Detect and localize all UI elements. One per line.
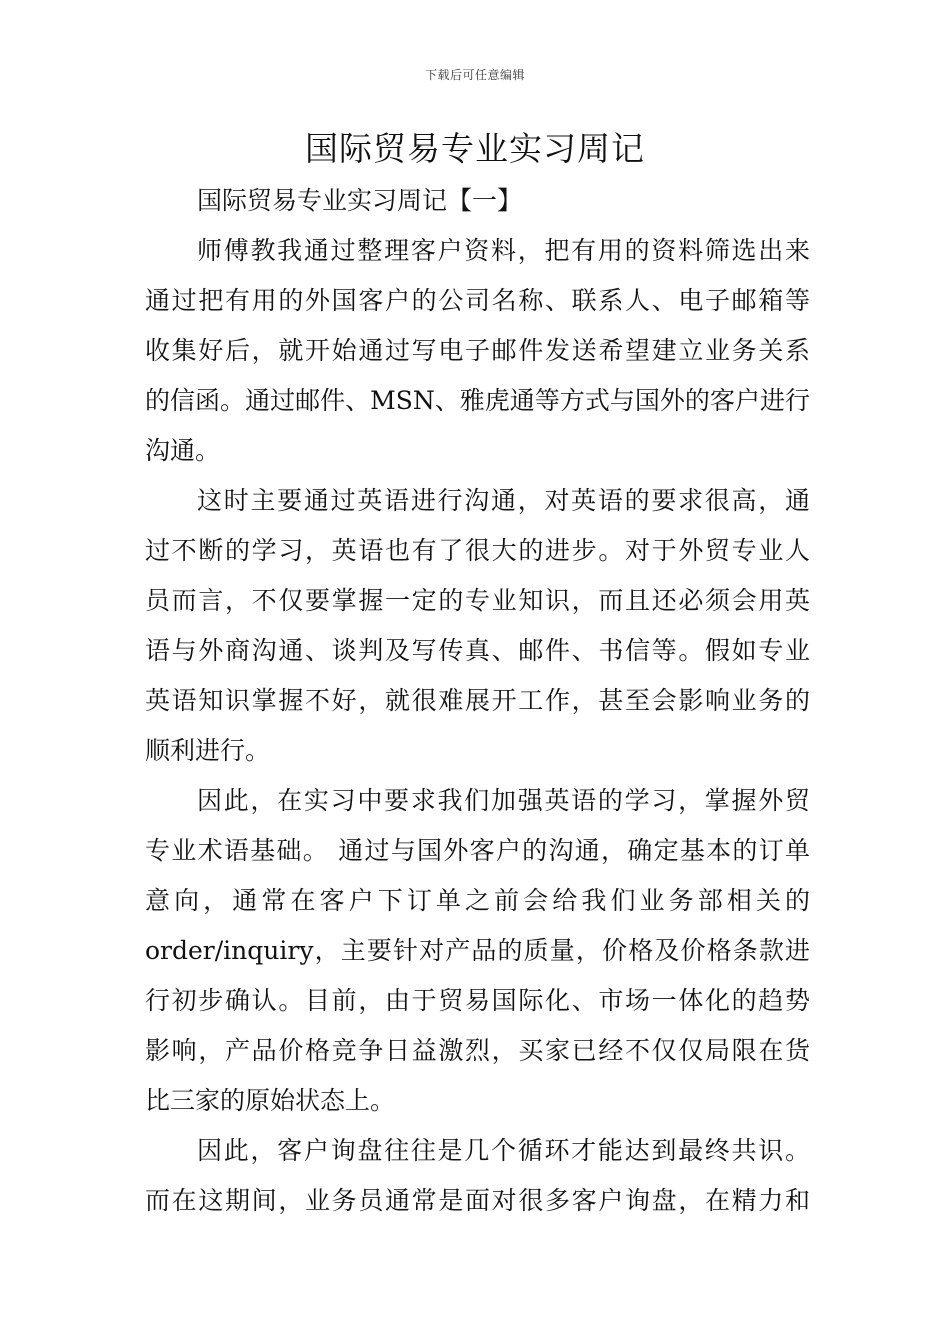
paragraph-4 xyxy=(145,1126,810,1226)
header-note: 下载后可任意编辑 xyxy=(424,68,525,82)
paragraph-line: 的信函。通过邮件、MSN、雅虎通等方式与国外的客户进行 xyxy=(145,386,810,415)
paragraph-line: 因此，在实习中要求我们加强英语的学习，掌握外贸 xyxy=(197,786,810,815)
paragraph-line: 收集好后，就开始通过写电子邮件发送希望建立业务关系 xyxy=(145,336,810,365)
paragraph-line: 比三家的原始状态上。 xyxy=(145,1086,396,1115)
paragraph-line: order/inquiry，主要针对产品的质量，价格及价格条款进 xyxy=(145,936,810,965)
paragraph-line: 顺利进行。 xyxy=(145,736,271,765)
paragraph-line: 通过把有用的外国客户的公司名称、联系人、电子邮箱等 xyxy=(145,286,810,315)
paragraph-3 xyxy=(145,776,810,1126)
paragraph-line: 沟通。 xyxy=(145,436,221,465)
paragraph-line: 语与外商沟通、谈判及写传真、邮件、书信等。假如专业 xyxy=(145,636,810,665)
paragraph-line: 这时主要通过英语进行沟通，对英语的要求很高，通 xyxy=(197,486,810,515)
paragraph-line: 专业术语基础。 通过与国外客户的沟通，确定基本的订单 xyxy=(145,836,810,865)
paragraph-2 xyxy=(145,476,810,776)
paragraph-line: 意向，通常在客户下订单之前会给我们业务部相关的 xyxy=(145,886,810,915)
document-title: 国际贸易专业实习周记 xyxy=(305,129,645,168)
paragraph-line: 因此，客户询盘往往是几个循环才能达到最终共识。 xyxy=(197,1136,810,1165)
paragraph-line: 影响，产品价格竞争日益激烈，买家已经不仅仅局限在货 xyxy=(145,1036,810,1065)
document-body xyxy=(145,176,810,1226)
paragraph-line: 师傅教我通过整理客户资料，把有用的资料筛选出来 xyxy=(197,236,810,265)
paragraph-line: 过不断的学习，英语也有了很大的进步。对于外贸专业人 xyxy=(145,536,810,565)
paragraph-line: 行初步确认。目前，由于贸易国际化、市场一体化的趋势 xyxy=(145,986,810,1015)
paragraph-line: 员而言，不仅要掌握一定的专业知识，而且还必须会用英 xyxy=(145,586,810,615)
section-subtitle: 国际贸易专业实习周记【一】 xyxy=(197,186,523,215)
paragraph-line: 而在这期间，业务员通常是面对很多客户询盘，在精力和 xyxy=(145,1186,810,1215)
paragraph-line: 英语知识掌握不好，就很难展开工作，甚至会影响业务的 xyxy=(145,686,810,715)
paragraph-1 xyxy=(145,226,810,476)
